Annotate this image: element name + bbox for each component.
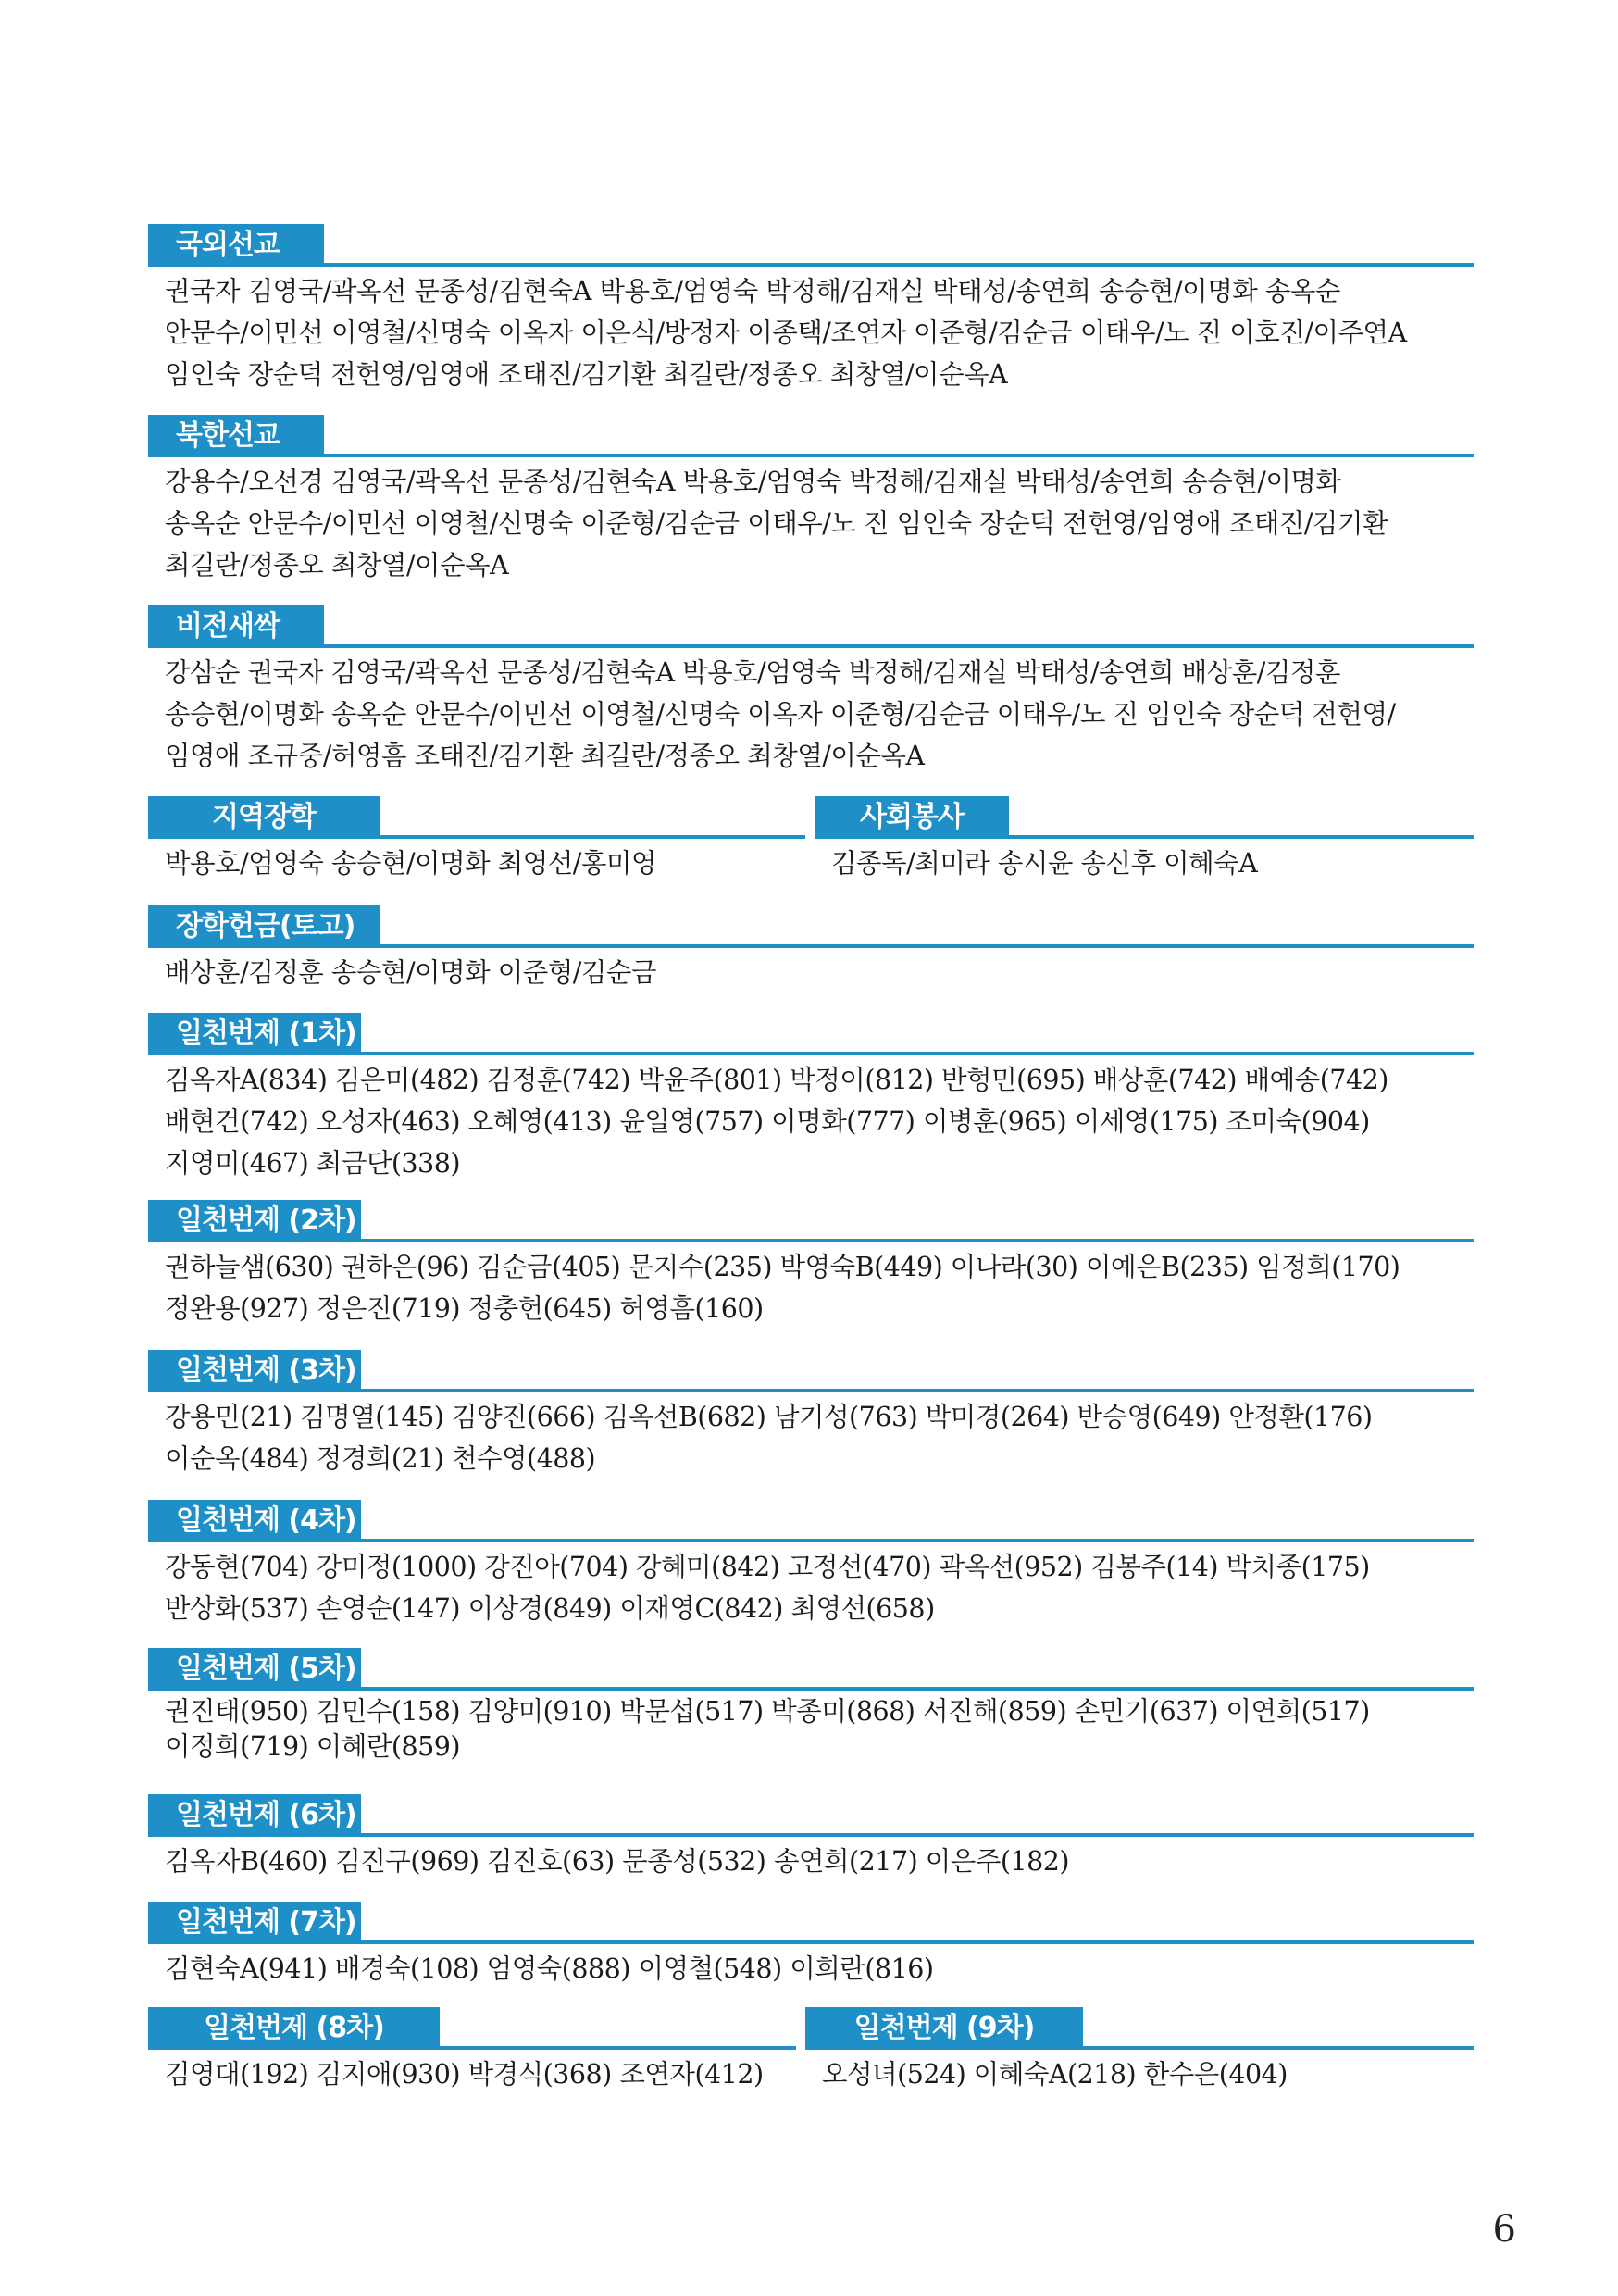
- section-header: [148, 1648, 1474, 1691]
- section-body: [148, 1055, 1474, 1184]
- name-line: 지영미(467) 최금단(338): [165, 1148, 461, 1179]
- name-line: 김옥자B(460) 김진구(969) 김진호(63) 문종성(532) 송연희(217) 이은주(182): [165, 1846, 1069, 1877]
- section-title: 일천번제 (1차): [148, 1013, 361, 1055]
- section-header: [148, 905, 1474, 948]
- section-header: [148, 1794, 1474, 1837]
- section-body: [148, 1944, 1474, 1990]
- name-line: 이순옥(484) 정경희(21) 천수영(488): [165, 1443, 596, 1474]
- name-line: 강용수/오선경 김영국/곽옥선 문종성/김현숙A 박용호/엄영숙 박정해/김재실 박태성/송연희 송승현/이명화: [165, 467, 1341, 497]
- name-line: 김종독/최미라 송시윤 송신후 이혜숙A: [831, 848, 1258, 879]
- name-line: 김영대(192) 김지애(930) 박경식(368) 조연자(412): [165, 2059, 764, 2090]
- name-line: 강삼순 권국자 김영국/곽옥선 문종성/김현숙A 박용호/엄영숙 박정해/김재실 박태성/송연희 배상훈/김정훈: [165, 657, 1340, 688]
- section-thousand-offering-2: [148, 1200, 1474, 1329]
- section-body: [148, 948, 1474, 993]
- section-scholarship-offering: [148, 905, 1474, 993]
- name-line: 배현건(742) 오성자(463) 오혜영(413) 윤일영(757) 이명화(777) 이병훈(965) 이세영(175) 조미숙(904): [165, 1106, 1370, 1137]
- section-vision-sprout: [148, 605, 1474, 777]
- name-line: 강동현(704) 강미정(1000) 강진아(704) 강혜미(842) 고정선(470) 곽옥선(952) 김봉주(14) 박치종(175): [165, 1552, 1370, 1582]
- section-title: 비전새싹: [148, 605, 324, 648]
- section-body: [148, 457, 1474, 586]
- section-header: [815, 796, 1474, 839]
- header-rule: [148, 263, 1474, 267]
- section-header: [148, 1350, 1474, 1392]
- section-overseas-mission: [148, 224, 1474, 395]
- header-rule: [148, 454, 1474, 457]
- section-header: [148, 1013, 1474, 1055]
- section-title: 북한선교: [148, 415, 324, 457]
- name-line: 송옥순 안문수/이민선 이영철/신명숙 이준형/김순금 이태우/노 진 임인숙 장순덕 전헌영/임영애 조태진/김기환: [165, 508, 1388, 539]
- section-body: [815, 839, 1474, 884]
- name-line: 정완용(927) 정은진(719) 정충헌(645) 허영흠(160): [165, 1293, 764, 1324]
- name-line: 김현숙A(941) 배경숙(108) 엄영숙(888) 이영철(548) 이희란(816): [165, 1953, 934, 1984]
- section-title: 사회봉사: [815, 796, 1009, 839]
- section-social-service: [815, 796, 1474, 884]
- section-thousand-offering-5: [148, 1648, 1474, 1765]
- section-header: [148, 415, 1474, 457]
- section-title: 일천번제 (7차): [148, 1902, 361, 1944]
- section-title: 일천번제 (8차): [148, 2007, 440, 2050]
- section-body: [148, 1691, 1474, 1765]
- header-rule: [148, 644, 1474, 648]
- section-title: 장학헌금(토고): [148, 905, 380, 948]
- section-header: [805, 2007, 1474, 2050]
- section-thousand-offering-4: [148, 1500, 1474, 1629]
- name-line: 박용호/엄영숙 송승현/이명화 최영선/홍미영: [165, 848, 656, 879]
- section-thousand-offering-9: [805, 2007, 1474, 2095]
- section-header: [148, 1902, 1474, 1944]
- name-line: 권하늘샘(630) 권하은(96) 김순금(405) 문지수(235) 박영숙B(449) 이나라(30) 이예은B(235) 임정희(170): [165, 1252, 1400, 1282]
- section-body: [148, 267, 1474, 395]
- name-line: 권진태(950) 김민수(158) 김양미(910) 박문섭(517) 박종미(868) 서진해(859) 손민기(637) 이연희(517): [165, 1696, 1370, 1727]
- section-title: 일천번제 (9차): [805, 2007, 1083, 2050]
- section-regional-scholarship: [148, 796, 805, 884]
- name-line: 오성녀(524) 이혜숙A(218) 한수은(404): [822, 2059, 1288, 2090]
- section-title: 일천번제 (6차): [148, 1794, 361, 1837]
- section-body: [148, 1242, 1474, 1329]
- section-north-korea-mission: [148, 415, 1474, 586]
- section-header: [148, 2007, 796, 2050]
- section-title: 일천번제 (4차): [148, 1500, 361, 1542]
- section-thousand-offering-8: [148, 2007, 796, 2095]
- section-title: 일천번제 (2차): [148, 1200, 361, 1242]
- name-line: 권국자 김영국/곽옥선 문종성/김현숙A 박용호/엄영숙 박정해/김재실 박태성/송연희 송승현/이명화 송옥순: [165, 276, 1340, 306]
- section-thousand-offering-7: [148, 1902, 1474, 1990]
- name-line: 송승현/이명화 송옥순 안문수/이민선 이영철/신명숙 이옥자 이준형/김순금 이태우/노 진 임인숙 장순덕 전헌영/: [165, 699, 1396, 730]
- name-line: 배상훈/김정훈 송승현/이명화 이준형/김순금: [165, 957, 656, 988]
- section-header: [148, 796, 805, 839]
- name-line: 반상화(537) 손영순(147) 이상경(849) 이재영C(842) 최영선(658): [165, 1593, 935, 1624]
- section-thousand-offering-6: [148, 1794, 1474, 1882]
- section-header: [148, 1200, 1474, 1242]
- name-line: 최길란/정종오 최창열/이순옥A: [165, 550, 509, 580]
- name-line: 안문수/이민선 이영철/신명숙 이옥자 이은식/방정자 이종택/조연자 이준형/김순금 이태우/노 진 이호진/이주연A: [165, 318, 1407, 348]
- section-title: 지역장학: [148, 796, 380, 839]
- section-header: [148, 224, 1474, 267]
- name-line: 김옥자A(834) 김은미(482) 김정훈(742) 박윤주(801) 박정이(812) 반형민(695) 배상훈(742) 배예송(742): [165, 1065, 1388, 1095]
- section-title: 일천번제 (5차): [148, 1648, 361, 1691]
- section-title: 일천번제 (3차): [148, 1350, 361, 1392]
- section-body: [148, 1837, 1474, 1882]
- name-line: 임영애 조규중/허영흠 조태진/김기환 최길란/정종오 최창열/이순옥A: [165, 741, 925, 771]
- section-body: [148, 2050, 796, 2095]
- name-line: 강용민(21) 김명열(145) 김양진(666) 김옥선B(682) 남기성(763) 박미경(264) 반승영(649) 안정환(176): [165, 1402, 1373, 1432]
- section-thousand-offering-3: [148, 1350, 1474, 1479]
- section-body: [148, 1542, 1474, 1629]
- section-thousand-offering-1: [148, 1013, 1474, 1184]
- section-title: 국외선교: [148, 224, 324, 267]
- section-body: [148, 1392, 1474, 1479]
- name-line: 임인숙 장순덕 전헌영/임영애 조태진/김기환 최길란/정종오 최창열/이순옥A: [165, 359, 1008, 390]
- section-body: [148, 839, 805, 884]
- section-body: [148, 648, 1474, 777]
- section-body: [805, 2050, 1474, 2095]
- page-number: 6: [1492, 2208, 1516, 2251]
- name-line: 이정희(719) 이혜란(859): [165, 1731, 461, 1762]
- section-header: [148, 605, 1474, 648]
- section-header: [148, 1500, 1474, 1542]
